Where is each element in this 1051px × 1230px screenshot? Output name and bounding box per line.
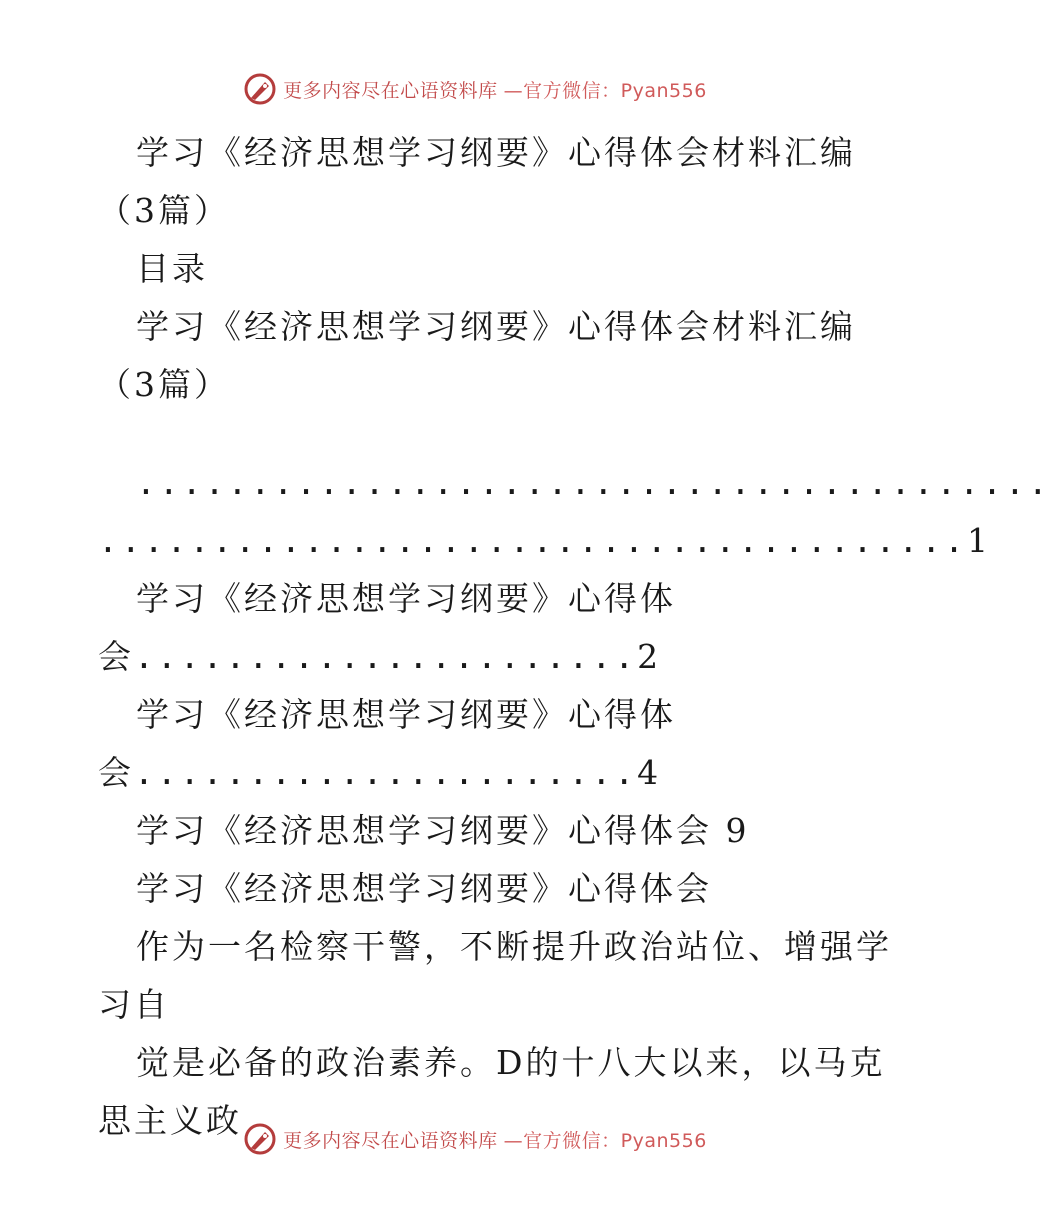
toc-heading: 目录 bbox=[136, 249, 208, 288]
toc-page-number: 4 bbox=[637, 753, 662, 792]
watermark-text: 更多内容尽在心语资料库 bbox=[283, 79, 498, 102]
toc-entry[interactable] bbox=[98, 686, 858, 802]
toc-leader-dots: ...................... bbox=[134, 637, 638, 676]
toc-entry-title: 学习《经济思想学习纲要》心得体 bbox=[136, 579, 676, 618]
document-title: 学习《经济思想学习纲要》心得体会材料汇编 bbox=[136, 133, 856, 172]
toc-leader-dots: ........................................ bbox=[136, 463, 1051, 502]
pen-logo-icon bbox=[243, 1122, 277, 1156]
watermark-contact: —官方微信：Pyan556 bbox=[503, 1129, 707, 1152]
toc-page-number: 2 bbox=[637, 637, 662, 676]
body-paragraph-line: 思主义政 bbox=[98, 1101, 242, 1140]
watermark-footer bbox=[0, 1122, 950, 1156]
body-paragraph-line: 习自 bbox=[98, 985, 170, 1024]
watermark-text: 更多内容尽在心语资料库 bbox=[283, 1129, 498, 1152]
toc-entry-title-continued: （3篇） bbox=[98, 365, 230, 404]
toc-leader-dots: ...................... bbox=[134, 753, 638, 792]
watermark-header bbox=[0, 72, 950, 106]
toc-entry-title-continued: 会 bbox=[98, 637, 134, 676]
body-paragraph-line: 觉是必备的政治素养。D的十八大以来，以马克 bbox=[136, 1043, 886, 1082]
toc-page-number: 1 bbox=[966, 521, 991, 560]
toc-entry-title-continued: 会 bbox=[98, 753, 134, 792]
toc-entry-title: 学习《经济思想学习纲要》心得体会材料汇编 bbox=[136, 307, 856, 346]
toc-entry[interactable] bbox=[98, 570, 858, 686]
toc-entry[interactable]: 学习《经济思想学习纲要》心得体会 9 bbox=[136, 811, 750, 850]
toc-entry[interactable] bbox=[98, 298, 1051, 570]
watermark-contact: —官方微信：Pyan556 bbox=[503, 79, 707, 102]
pen-logo-icon bbox=[243, 72, 277, 106]
body-paragraph-line: 作为一名检察干警，不断提升政治站位、增强学 bbox=[136, 927, 892, 966]
toc-entry-title: 学习《经济思想学习纲要》心得体 bbox=[136, 695, 676, 734]
document-title-continued: （3篇） bbox=[98, 191, 230, 230]
document-body bbox=[98, 124, 1051, 1150]
toc-leader-dots: ...................................... bbox=[98, 521, 967, 560]
section-title: 学习《经济思想学习纲要》心得体会 bbox=[136, 869, 712, 908]
